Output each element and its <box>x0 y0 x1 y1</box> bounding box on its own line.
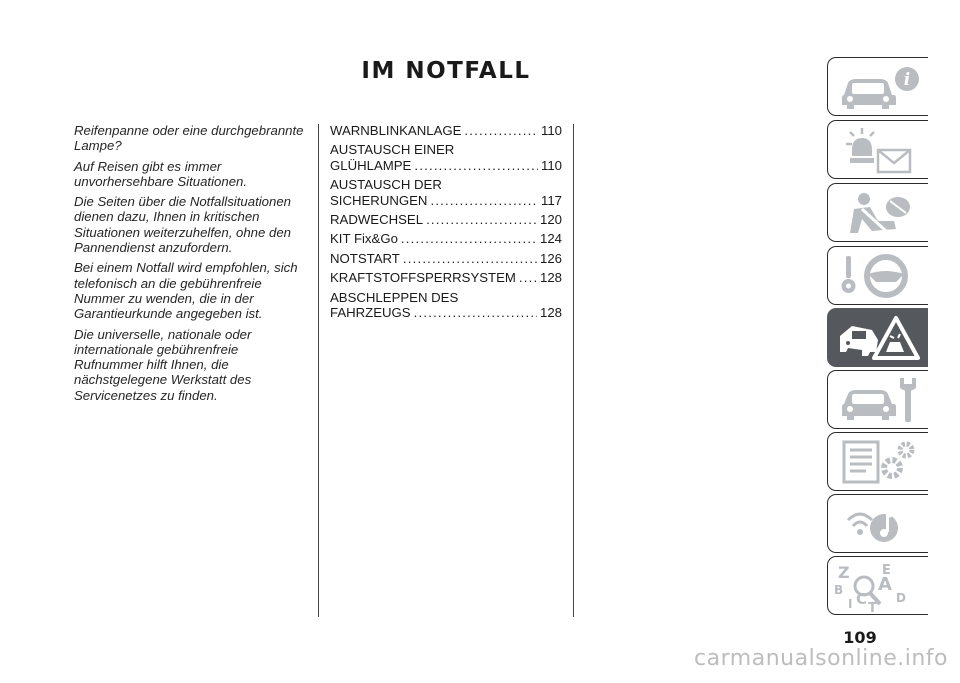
toc-title: FAHRZEUGS <box>330 305 411 321</box>
intro-paragraph: Die Seiten über die Notfallsituationen dienen dazu, Ihnen in kritischen Situationen weiterzuhelfen, ohne den Pannendienst anzufordern. <box>74 194 292 256</box>
intro-paragraph: Bei einem Notfall wird empfohlen, sich telefonisch an die gebührenfreie Nummer zu wenden, die in der Garantieurkunde angegeben ist. <box>74 260 298 322</box>
index-letter: C <box>856 590 868 608</box>
index-letter: T <box>868 601 877 612</box>
toc-page: 117 <box>540 192 562 208</box>
multimedia-note-icon <box>834 498 926 550</box>
specs-gear-icon <box>834 436 926 488</box>
toc-title: KIT Fix&Go <box>330 231 398 247</box>
column-divider <box>573 124 574 617</box>
toc-page: 110 <box>540 157 562 173</box>
index-letter: Z <box>838 563 850 582</box>
toc-title: KRAFTSTOFFSPERRSYSTEM <box>330 270 516 286</box>
toc-entry[interactable] <box>330 270 562 285</box>
intro-paragraph: Die universelle, nationale oder internationale gebührenfreie Rufnummer hilft Ihnen, die nächstgelegene Werkstatt des Servicenetzes zu finden. <box>74 326 252 403</box>
toc-title: GLÜHLAMPE <box>330 157 412 173</box>
index-letter: D <box>896 591 906 605</box>
tab-multimedia[interactable] <box>827 494 928 553</box>
index-letter: B <box>834 583 844 597</box>
column-divider <box>318 124 319 617</box>
toc-page: 128 <box>539 270 562 286</box>
index-search-icon <box>834 560 926 612</box>
car-breakdown-warning-icon <box>834 312 926 364</box>
table-of-contents <box>330 123 562 324</box>
tab-starting-driving[interactable] <box>827 246 928 305</box>
index-letter: A <box>878 574 892 595</box>
intro-paragraph: Auf Reisen gibt es immer unvorhersehbare Situationen. <box>74 158 248 189</box>
toc-page: 110 <box>540 123 562 138</box>
toc-title: NOTSTART <box>330 250 400 266</box>
toc-title-line1: AUSTAUSCH EINER <box>330 142 455 158</box>
car-info-icon <box>834 61 926 113</box>
toc-entry[interactable] <box>330 231 562 246</box>
warning-light-envelope-icon <box>834 124 926 176</box>
page-number: 109 <box>843 628 877 647</box>
svg-text:i: i <box>903 70 911 90</box>
car-wrench-icon <box>834 374 926 426</box>
toc-entry[interactable] <box>330 212 562 227</box>
toc-page: 120 <box>539 212 562 228</box>
index-letter: I <box>848 597 853 611</box>
toc-title-line1: AUSTAUSCH DER <box>330 177 442 193</box>
toc-page: 128 <box>539 305 562 321</box>
toc-page: 124 <box>539 231 562 247</box>
toc-title: RADWECHSEL <box>330 212 424 228</box>
toc-entry[interactable] <box>330 251 562 266</box>
tab-index[interactable] <box>827 556 928 615</box>
tab-warning-lights[interactable] <box>827 120 928 179</box>
steering-wheel-key-icon <box>834 250 926 302</box>
toc-page: 126 <box>539 250 562 266</box>
tab-maintenance[interactable] <box>827 370 928 429</box>
toc-title: WARNBLINKANLAGE <box>330 123 462 138</box>
intro-paragraph: Reifenpanne oder eine durchgebrannte Lampe? <box>74 123 304 154</box>
toc-entry[interactable] <box>330 290 562 321</box>
watermark: carmanualsonline.info <box>694 646 948 671</box>
toc-entry[interactable] <box>330 123 562 138</box>
tab-safety[interactable] <box>827 183 928 242</box>
index-letter: E <box>882 563 891 578</box>
seat-airbag-icon <box>834 187 926 239</box>
toc-entry[interactable] <box>330 142 562 173</box>
toc-title: SICHERUNGEN <box>330 192 428 208</box>
intro-text <box>74 123 310 408</box>
tab-emergency[interactable] <box>827 308 928 367</box>
toc-entry[interactable] <box>330 177 562 208</box>
tab-technical-data[interactable] <box>827 432 928 491</box>
toc-title-line1: ABSCHLEPPEN DES <box>330 289 459 305</box>
tab-vehicle-info[interactable] <box>827 57 928 116</box>
page-title: IM NOTFALL <box>361 58 531 84</box>
